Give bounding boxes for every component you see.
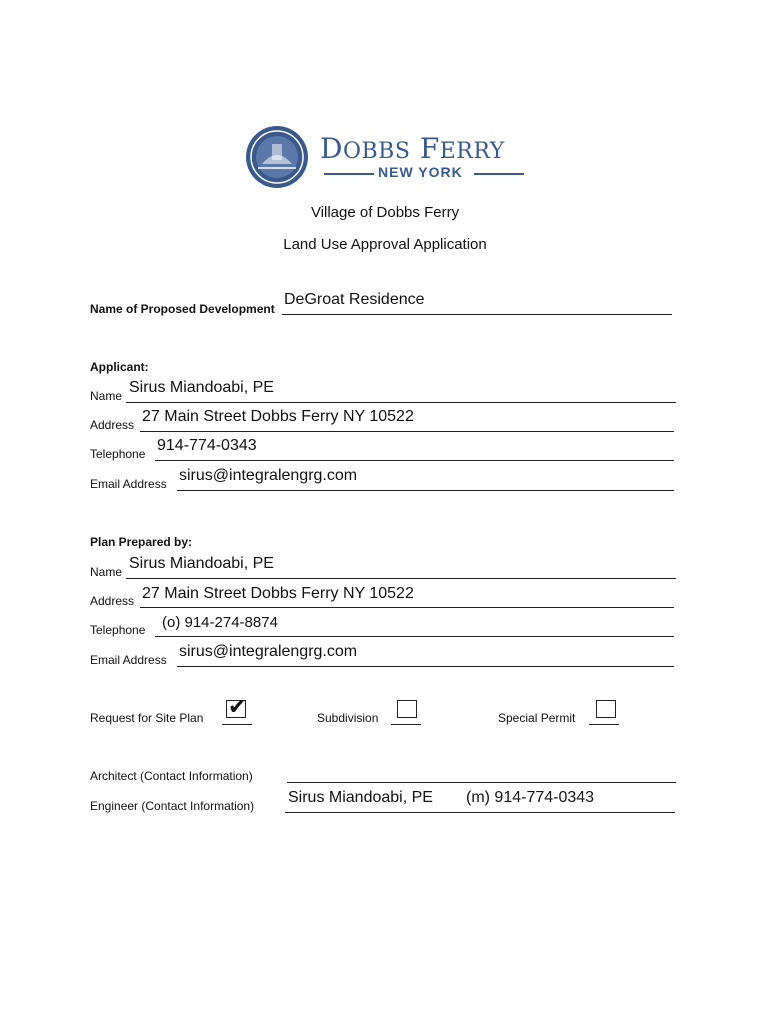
applicant-telephone-value: 914-774-0343 [157,437,257,454]
checkmark-icon: ✔ [228,694,247,719]
preparer-address-field[interactable] [140,607,674,608]
engineer-field[interactable] [285,812,675,813]
development-field[interactable] [282,314,672,315]
preparer-telephone-field[interactable] [155,636,674,637]
applicant-email-field[interactable] [177,490,674,491]
preparer-email-field[interactable] [177,666,674,667]
dobbs-ferry-logo [244,124,534,194]
preparer-name-value: Sirus Miandoabi, PE [129,555,274,572]
applicant-name-label: Name [90,389,123,403]
applicant-section-label: Applicant: [90,360,149,374]
preparer-address-label: Address [90,594,135,608]
subdivision-label: Subdivision [317,711,379,725]
preparer-name-field[interactable] [126,578,676,579]
preparer-telephone-label: Telephone [90,623,146,637]
engineer-phone-value: (m) 914-774-0343 [466,789,595,806]
logo-subtitle: NEW YORK [324,164,524,182]
applicant-address-value: 27 Main Street Dobbs Ferry NY 10522 [142,408,414,425]
page-subtitle: Land Use Approval Application [283,236,487,253]
logo-title: DOBBS FERRY [320,132,505,165]
applicant-address-label: Address [90,418,135,432]
architect-label: Architect (Contact Information) [90,769,253,783]
development-label: Name of Proposed Development [90,302,275,316]
preparer-address-value: 27 Main Street Dobbs Ferry NY 10522 [142,585,414,602]
site-plan-label: Request for Site Plan [90,711,204,725]
village-seal-icon [244,124,310,190]
architect-field[interactable] [287,782,676,783]
applicant-telephone-field[interactable] [155,460,674,461]
site-plan-underline [222,724,252,725]
applicant-name-field[interactable] [126,402,676,403]
applicant-telephone-label: Telephone [90,447,146,461]
subdivision-underline [391,724,421,725]
applicant-email-label: Email Address [90,477,167,491]
preparer-email-label: Email Address [90,653,167,667]
applicant-name-value: Sirus Miandoabi, PE [129,379,274,396]
site-plan-checkbox[interactable] [226,694,247,719]
preparer-telephone-value: (o) 914-274-8874 [162,614,278,631]
engineer-value: Sirus Miandoabi, PE [288,789,433,806]
preparer-name-label: Name [90,565,123,579]
preparer-email-value: sirus@integralengrg.com [179,643,358,660]
engineer-label: Engineer (Contact Information) [90,799,255,813]
preparer-section-label: Plan Prepared by: [90,535,193,549]
applicant-email-value: sirus@integralengrg.com [179,467,358,484]
special-permit-underline [589,724,619,725]
applicant-address-field[interactable] [140,431,674,432]
subdivision-checkbox[interactable] [397,700,417,718]
special-permit-checkbox[interactable] [596,700,616,718]
development-value: DeGroat Residence [284,291,425,308]
special-permit-label: Special Permit [498,711,576,725]
page-title: Village of Dobbs Ferry [310,204,460,221]
